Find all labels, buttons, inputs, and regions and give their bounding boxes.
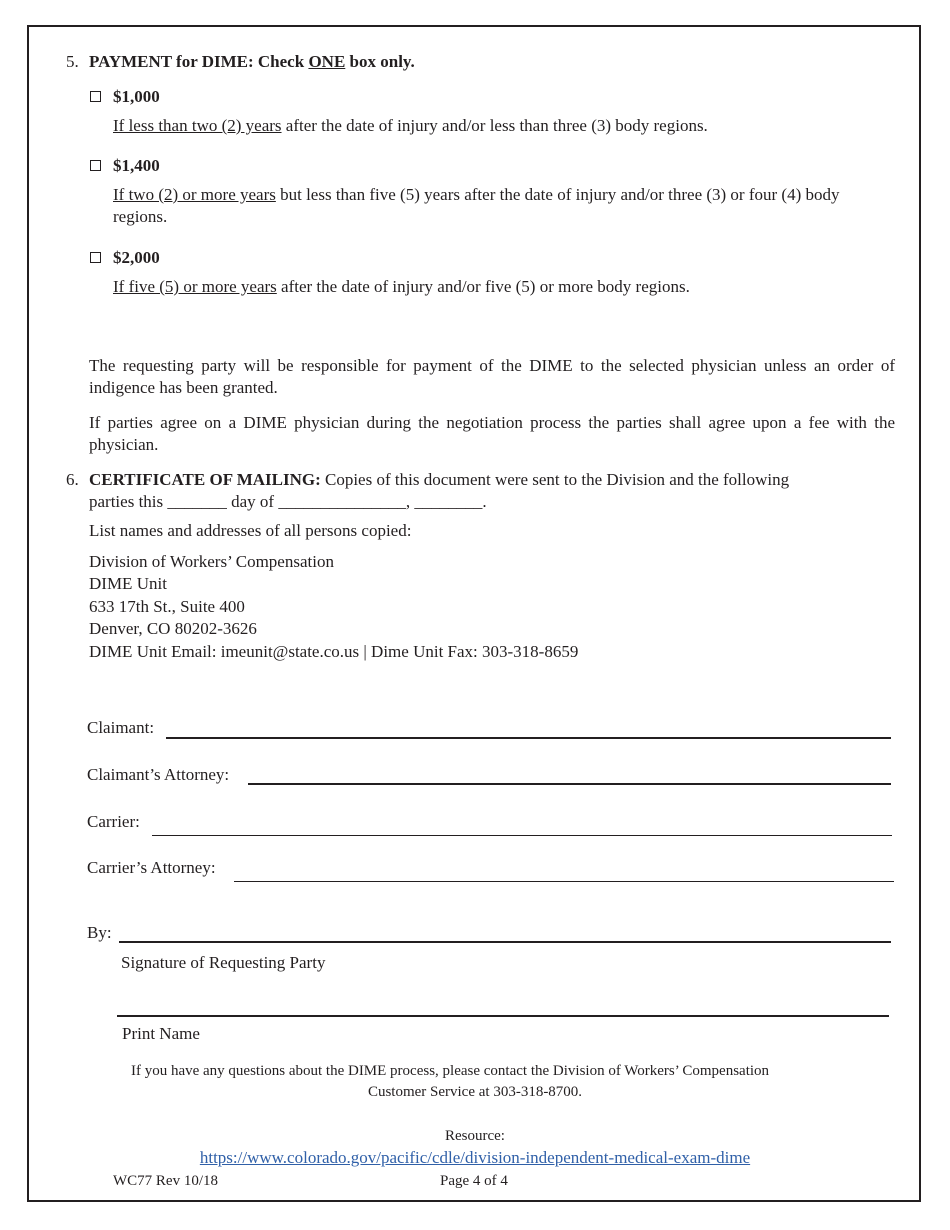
- resource-label: Resource:: [445, 1128, 505, 1144]
- option-condition-1000: If less than two (2) years after the date of injury and/or less than three (3) body regions.: [113, 116, 708, 135]
- address-line-4: Denver, CO 80202-3626: [89, 619, 257, 638]
- claimant-line[interactable]: [166, 737, 891, 739]
- signature-caption: Signature of Requesting Party: [121, 953, 326, 972]
- checkbox-2000[interactable]: [90, 252, 101, 263]
- option-amount-1000: $1,000: [113, 87, 160, 106]
- claimant-label: Claimant:: [87, 718, 155, 737]
- section-5-number: 5.: [66, 52, 79, 71]
- carrier-attorney-line[interactable]: [234, 881, 894, 882]
- questions-line-2: Customer Service at 303-318-8700.: [367, 1084, 583, 1100]
- address-line-2: DIME Unit: [89, 574, 167, 593]
- option-condition-2000: If five (5) or more years after the date of injury and/or five (5) or more body regions.: [113, 277, 690, 296]
- option-condition-1400: If two (2) or more years but less than five (5) years after the date of injury and/or three (3) or four (4) body regions.: [113, 185, 840, 226]
- print-name-line[interactable]: [117, 1015, 889, 1017]
- carrier-line[interactable]: [152, 835, 892, 836]
- page-number: Page 4 of 4: [440, 1173, 508, 1189]
- option-amount-1400: $1,400: [113, 156, 160, 175]
- by-label: By:: [87, 923, 112, 942]
- copied-list-intro: List names and addresses of all persons copied:: [89, 521, 412, 540]
- claimant-attorney-label: Claimant’s Attorney:: [87, 765, 230, 784]
- signature-line[interactable]: [119, 941, 891, 943]
- address-line-5: DIME Unit Email: imeunit@state.co.us | Dime Unit Fax: 303-318-8659: [89, 642, 579, 661]
- checkbox-1000[interactable]: [90, 91, 101, 102]
- form-id: WC77 Rev 10/18: [113, 1173, 218, 1189]
- resource-link[interactable]: https://www.colorado.gov/pacific/cdle/division-independent-medical-exam-dime: [199, 1148, 751, 1167]
- fee-agreement-paragraph: If parties agree on a DIME physician during the negotiation process the parties shall agree upon a fee with the physician.: [89, 413, 895, 454]
- payment-responsibility-paragraph: The requesting party will be responsible for payment of the DIME to the selected physician unless an order of indigence has been granted.: [89, 356, 895, 397]
- section-5-heading: PAYMENT for DIME: Check ONE box only.: [89, 52, 415, 71]
- address-line-3: 633 17th St., Suite 400: [89, 597, 245, 616]
- option-amount-2000: $2,000: [113, 248, 160, 267]
- carrier-label: Carrier:: [87, 812, 140, 831]
- claimant-attorney-line[interactable]: [248, 783, 891, 785]
- checkbox-1400[interactable]: [90, 160, 101, 171]
- mailing-date-line: parties this _______ day of _______________, ________.: [89, 492, 487, 511]
- section-6-number: 6.: [66, 470, 79, 489]
- section-6-line1: CERTIFICATE OF MAILING: Copies of this document were sent to the Division and the following: [89, 470, 790, 489]
- print-name-caption: Print Name: [122, 1024, 200, 1043]
- carrier-attorney-label: Carrier’s Attorney:: [87, 858, 216, 877]
- address-line-1: Division of Workers’ Compensation: [89, 552, 334, 571]
- questions-line-1: If you have any questions about the DIME process, please contact the Division of Workers’ Compensation: [130, 1063, 770, 1079]
